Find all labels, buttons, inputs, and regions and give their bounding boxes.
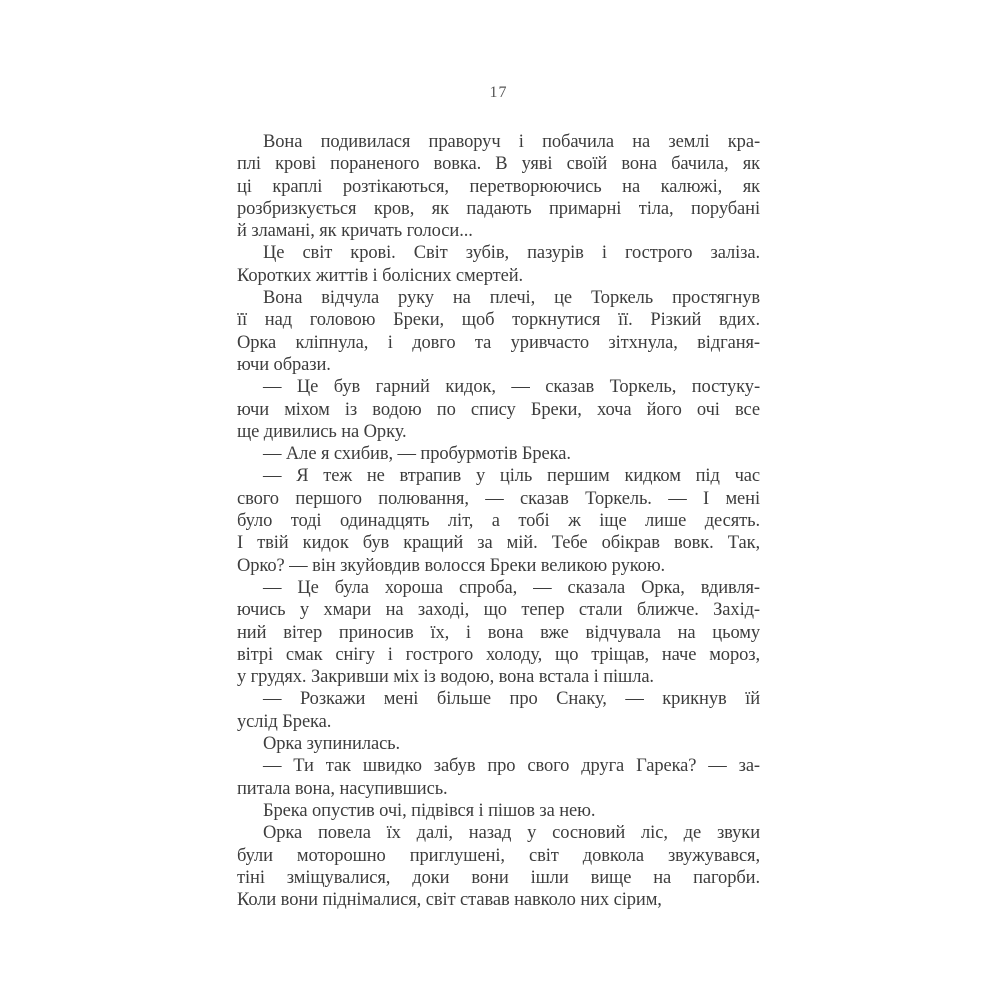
- paragraph: [237, 287, 760, 376]
- paragraph: [237, 822, 760, 911]
- text-line: Вона подивилася праворуч і побачила на землі кра-: [263, 132, 760, 152]
- text-line: — Але я схибив, — пробурмотів Брека.: [263, 444, 571, 465]
- text-block: [237, 131, 760, 911]
- text-line: свого першого полювання, — сказав Торкель. — І мені: [237, 488, 760, 509]
- text-line: Брека опустив очі, підвівся і пішов за нею.: [263, 800, 596, 821]
- text-line: Орка зупинилась.: [263, 734, 401, 755]
- text-line: її над головою Бреки, щоб торкнутися її. Різкий вдих.: [237, 310, 760, 331]
- text-line: вітрі смак снігу і гострого холоду, що тріщав, наче мороз,: [237, 644, 760, 665]
- paragraph: [237, 800, 760, 822]
- paragraph: [237, 242, 760, 287]
- paragraph: [237, 755, 760, 800]
- text-line: Орка кліпнула, і довго та уривчасто зітхнула, відганя-: [237, 332, 760, 353]
- text-line: — Я теж не втрапив у ціль першим кидком під час: [263, 466, 760, 487]
- paragraph: [237, 465, 760, 576]
- text-line: ючи міхом із водою по спису Бреки, хоча його очі все: [237, 399, 760, 420]
- text-line: розбризкується кров, як падають примарні тіла, порубані: [237, 198, 760, 219]
- text-line: Орко? — він зкуйовдив волосся Бреки великою рукою.: [237, 555, 666, 576]
- paragraph: [237, 688, 760, 733]
- text-line: ще дивились на Орку.: [237, 421, 407, 442]
- text-line: — Це був гарний кидок, — сказав Торкель, постуку-: [263, 377, 760, 398]
- paragraph: [237, 733, 760, 755]
- text-line: ці краплі розтікаються, перетворюючись на калюжі, як: [237, 176, 760, 197]
- page-number: 17: [489, 84, 508, 101]
- text-line: було тоді одинадцять літ, а тобі ж іще лише десять.: [237, 511, 760, 532]
- text-line: ючи образи.: [237, 354, 331, 375]
- text-line: Коли вони піднімалися, світ ставав навколо них сірим,: [237, 890, 662, 911]
- text-line: І твій кидок був кращий за мій. Тебе обікрав вовк. Так,: [237, 533, 760, 554]
- paragraph: [237, 577, 760, 688]
- paragraph: [237, 443, 760, 465]
- text-line: у грудях. Закривши міх із водою, вона встала і пішла.: [237, 667, 654, 688]
- text-line: ючись у хмари на заході, що тепер стали ближче. Захід-: [237, 600, 760, 621]
- paragraph: [237, 376, 760, 443]
- text-line: Орка повела їх далі, назад у сосновий ліс, де звуки: [263, 823, 760, 844]
- text-line: — Розкажи мені більше про Снаку, — крикнув їй: [263, 689, 760, 710]
- text-line: плі крові пораненого вовка. В уяві своїй вона бачила, як: [237, 154, 760, 175]
- text-line: услід Брека.: [237, 711, 332, 732]
- text-line: — Це була хороша спроба, — сказала Орка, вдивля-: [263, 577, 760, 598]
- text-line: питала вона, насупившись.: [237, 778, 448, 799]
- text-line: — Ти так швидко забув про свого друга Гарека? — за-: [263, 756, 760, 777]
- text-line: Вона відчула руку на плечі, це Торкель простягнув: [263, 288, 760, 309]
- text-line: Це світ крові. Світ зубів, пазурів і гострого заліза.: [263, 243, 760, 264]
- text-line: Коротких життів і болісних смертей.: [237, 265, 524, 286]
- paragraph: [237, 131, 760, 242]
- text-line: ний вітер приносив їх, і вона вже відчувала на цьому: [237, 622, 760, 643]
- text-line: й зламані, як кричать голоси...: [237, 221, 473, 242]
- text-line: тіні зміщувалися, доки вони ішли вище на пагорби.: [237, 867, 760, 888]
- text-line: були моторошно приглушені, світ довкола звужувався,: [237, 845, 760, 866]
